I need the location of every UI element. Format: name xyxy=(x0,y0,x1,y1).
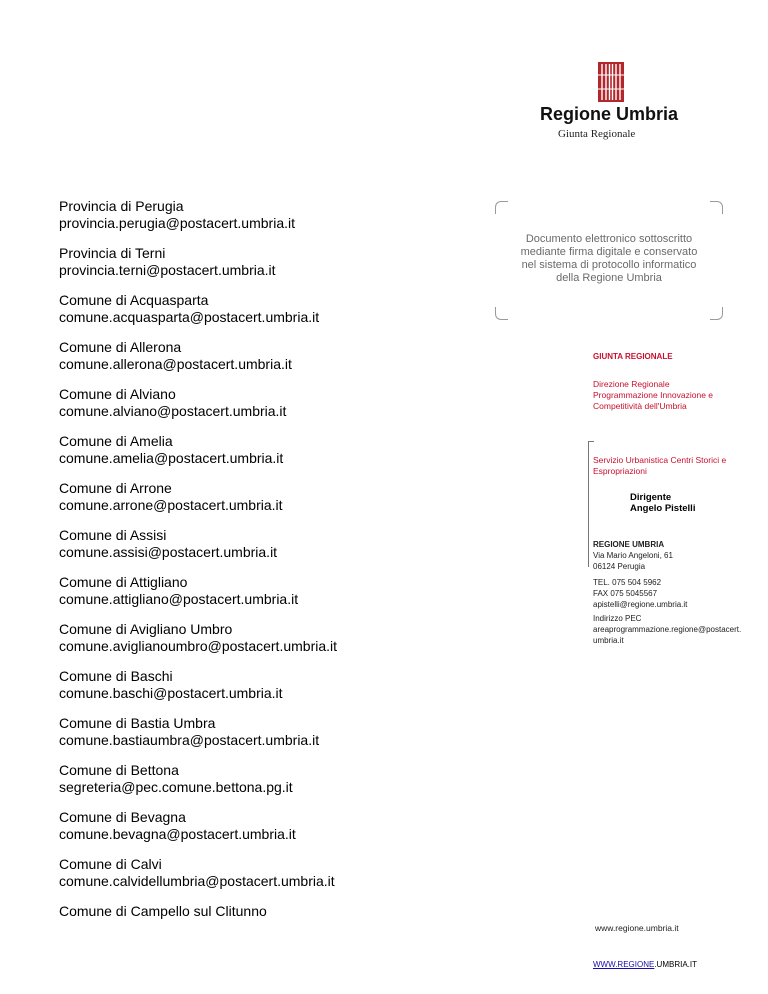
recipient-name: Comune di Baschi xyxy=(59,668,173,684)
recipient-name: Comune di Alviano xyxy=(59,386,176,402)
recipient-email: comune.bevagna@postacert.umbria.it xyxy=(59,825,296,842)
direzione-line: Competitività dell'Umbria xyxy=(593,401,687,411)
stamp-corner xyxy=(495,307,508,320)
recipient-name: Provincia di Perugia xyxy=(59,198,184,214)
stamp-text xyxy=(505,233,713,285)
website-suffix: .UMBRIA.IT xyxy=(654,960,697,969)
website-text: www.regione.umbria.it xyxy=(595,923,679,933)
recipient-name: Provincia di Terni xyxy=(59,245,166,261)
recipient-email: comune.amelia@postacert.umbria.it xyxy=(59,449,284,466)
org-name: REGIONE UMBRIA xyxy=(593,540,665,549)
website-link[interactable]: WWW.REGIONE xyxy=(593,960,655,969)
servizio-line: Espropriazioni xyxy=(593,466,647,476)
pec-label: Indirizzo PEC xyxy=(593,614,642,623)
direzione-line: Programmazione Innovazione e xyxy=(593,390,714,400)
recipient-name: Comune di Arrone xyxy=(59,480,172,496)
recipient-entry xyxy=(59,386,479,419)
recipient-entry xyxy=(59,903,479,920)
recipient-name: Comune di Bettona xyxy=(59,762,179,778)
recipient-entry xyxy=(59,480,479,513)
recipient-entry xyxy=(59,715,479,748)
logo-subtitle: Giunta Regionale xyxy=(558,128,636,140)
recipient-name: Comune di Amelia xyxy=(59,433,173,449)
contact-email: apistelli@regione.umbria.it xyxy=(593,600,688,609)
recipient-email: comune.baschi@postacert.umbria.it xyxy=(59,684,283,701)
pec-address: areaprogrammazione.regione@postacert. xyxy=(593,625,742,634)
recipient-email: comune.aviglianoumbro@postacert.umbria.it xyxy=(59,637,338,654)
recipient-entry xyxy=(59,198,479,231)
recipient-entry xyxy=(59,339,479,372)
dirigente-name: Angelo Pistelli xyxy=(630,503,696,514)
recipient-name: Comune di Attigliano xyxy=(59,574,188,590)
recipient-email: comune.alviano@postacert.umbria.it xyxy=(59,402,287,419)
direzione-line: Direzione Regionale xyxy=(593,379,670,389)
recipient-name: Comune di Calvi xyxy=(59,856,162,872)
recipient-entry xyxy=(59,245,479,278)
regione-umbria-emblem-icon xyxy=(598,62,624,102)
recipient-entry xyxy=(59,668,479,701)
recipient-email: comune.attigliano@postacert.umbria.it xyxy=(59,590,299,607)
recipient-email: comune.assisi@postacert.umbria.it xyxy=(59,543,278,560)
recipient-entry xyxy=(59,527,479,560)
pec-block xyxy=(593,613,763,646)
recipient-name: Comune di Avigliano Umbro xyxy=(59,621,233,637)
giunta-regionale-label: GIUNTA REGIONALE xyxy=(593,352,673,361)
contacts-block xyxy=(593,577,687,610)
stamp-line: nel sistema di protocollo informatico xyxy=(521,259,697,271)
direzione-block xyxy=(593,379,713,412)
recipient-email: provincia.perugia@postacert.umbria.it xyxy=(59,214,295,231)
address-line: 06124 Perugia xyxy=(593,562,646,571)
recipient-name: Comune di Allerona xyxy=(59,339,182,355)
recipient-entry xyxy=(59,574,479,607)
stamp-line: mediante firma digitale e conservato xyxy=(520,246,698,258)
digital-signature-stamp xyxy=(495,201,723,320)
recipient-entry xyxy=(59,621,479,654)
recipient-entry xyxy=(59,433,479,466)
recipient-name: Comune di Bastia Umbra xyxy=(59,715,216,731)
stamp-line: Documento elettronico sottoscritto xyxy=(525,233,693,245)
logo-title: Regione Umbria xyxy=(540,104,679,124)
servizio-block xyxy=(593,455,743,477)
stamp-line: della Regione Umbria xyxy=(556,272,662,284)
recipient-entry xyxy=(59,809,479,842)
recipient-name: Comune di Acquasparta xyxy=(59,292,209,308)
stamp-corner xyxy=(710,307,723,320)
recipient-email: segreteria@pec.comune.bettona.pg.it xyxy=(59,778,293,795)
dirigente-label: Dirigente xyxy=(630,492,672,503)
address-block xyxy=(593,539,673,572)
recipient-email: comune.bastiaumbra@postacert.umbria.it xyxy=(59,731,320,748)
recipient-entry xyxy=(59,762,479,795)
recipient-email: comune.allerona@postacert.umbria.it xyxy=(59,355,292,372)
recipient-email: comune.arrone@postacert.umbria.it xyxy=(59,496,283,513)
servizio-line: Servizio Urbanistica Centri Storici e xyxy=(593,455,727,465)
recipient-name: Comune di Campello sul Clitunno xyxy=(59,903,267,919)
stamp-corner xyxy=(710,201,723,214)
recipient-name: Comune di Assisi xyxy=(59,527,167,543)
pec-address: umbria.it xyxy=(593,636,624,645)
dirigente-block xyxy=(630,492,695,514)
recipient-entry xyxy=(59,856,479,889)
stamp-corner xyxy=(495,201,508,214)
recipient-list xyxy=(59,198,479,934)
recipient-entry xyxy=(59,292,479,325)
recipient-email: provincia.terni@postacert.umbria.it xyxy=(59,261,276,278)
phone-number: TEL. 075 504 5962 xyxy=(593,578,662,587)
recipient-name: Comune di Bevagna xyxy=(59,809,186,825)
fax-number: FAX 075 5045567 xyxy=(593,589,658,598)
website-footer xyxy=(593,960,697,969)
address-line: Via Mario Angeloni, 61 xyxy=(593,551,673,560)
recipient-email: comune.acquasparta@postacert.umbria.it xyxy=(59,308,320,325)
recipient-email: comune.calvidellumbria@postacert.umbria.it xyxy=(59,872,335,889)
